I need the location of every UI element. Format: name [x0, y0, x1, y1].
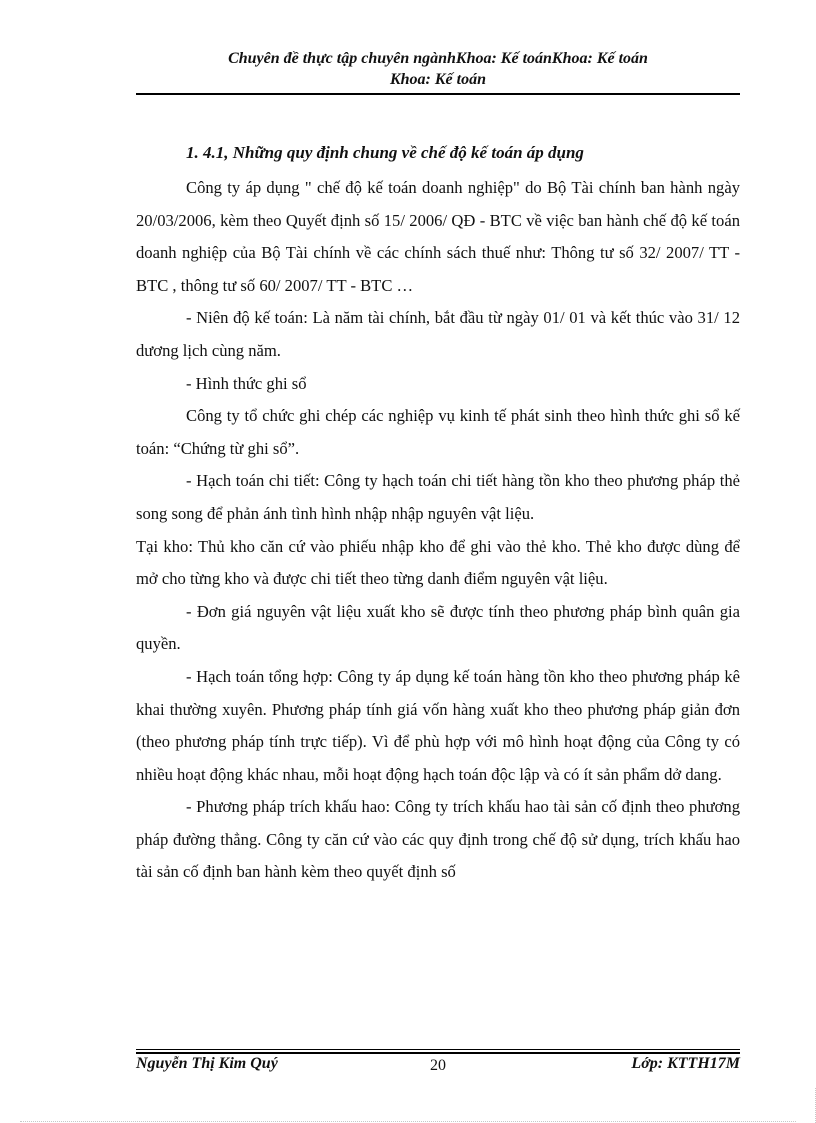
- paragraph-general-accounting: - Hạch toán tổng hợp: Công ty áp dụng kế toán hàng tồn kho theo phương pháp kê khai thường xuyên. Phương pháp tính giá vốn hàng xuất kho theo phương pháp giản đơn (theo phương pháp tính trực tiếp). Vì để phù hợp với mô hình hoạt động của Công ty có nhiều hoạt động khác nhau, mỗi hoạt động hạch toán độc lập và có ít sản phẩm dở dang.: [136, 666, 740, 784]
- paragraph-depreciation: - Phương pháp trích khấu hao: Công ty trích khấu hao tài sản cố định theo phương pháp đường thẳng. Công ty căn cứ vào các quy định trong chế độ sử dụng, trích khấu hao tài sản cố định ban hành kèm theo quyết định số: [136, 797, 740, 882]
- header-title-line-1: Chuyên đề thực tập chuyên ngànhKhoa: Kế toánKhoa: Kế toán: [228, 50, 648, 67]
- header-divider: [136, 93, 740, 95]
- page-header: [136, 48, 740, 90]
- footer-author: Nguyễn Thị Kim Quý: [136, 1055, 278, 1072]
- section-heading: 1. 4.1, Những quy định chung về chế độ kế toán áp dụng: [186, 143, 584, 162]
- page-edge-bottom: [20, 1121, 796, 1122]
- document-body: [136, 138, 740, 889]
- page-footer: [136, 1055, 740, 1079]
- paragraph-bookkeeping-form-heading: - Hình thức ghi sổ: [186, 373, 307, 393]
- footer-class: Lớp: KTTH17M: [631, 1055, 740, 1072]
- footer-divider-thin: [136, 1049, 740, 1050]
- paragraph-fiscal-year: - Niên độ kế toán: Là năm tài chính, bắt đầu từ ngày 01/ 01 và kết thúc vào 31/ 12 dương lịch cùng năm.: [136, 308, 740, 360]
- paragraph-detailed-accounting: - Hạch toán chi tiết: Công ty hạch toán chi tiết hàng tồn kho theo phương pháp thẻ song song để phản ánh tình hình nhập nhập nguyên vật liệu.: [136, 471, 740, 523]
- footer-divider-thick: [136, 1052, 740, 1054]
- page-number: 20: [430, 1057, 446, 1074]
- paragraph-accounting-regime: Công ty áp dụng " chế độ kế toán doanh nghiệp" do Bộ Tài chính ban hành ngày 20/03/2006, kèm theo Quyết định số 15/ 2006/ QĐ - BTC về việc ban hành chế độ kế toán doanh nghiệp của Bộ Tài chính về các chính sách thuế như: Thông tư số 32/ 2007/ TT - BTC , thông tư số 60/ 2007/ TT - BTC …: [136, 178, 740, 295]
- paragraph-unit-price: - Đơn giá nguyên vật liệu xuất kho sẽ được tính theo phương pháp bình quân gia quyền.: [136, 601, 740, 654]
- paragraph-bookkeeping-form: Công ty tổ chức ghi chép các nghiệp vụ kinh tế phát sinh theo hình thức ghi sổ kế toán: “Chứng từ ghi sổ”.: [136, 406, 740, 458]
- header-title-line-2: Khoa: Kế toán: [389, 71, 486, 88]
- paragraph-warehouse: Tại kho: Thủ kho căn cứ vào phiếu nhập kho để ghi vào thẻ kho. Thẻ kho được dùng để mở cho từng kho và được chi tiết theo từng danh điểm nguyên vật liệu.: [136, 536, 740, 589]
